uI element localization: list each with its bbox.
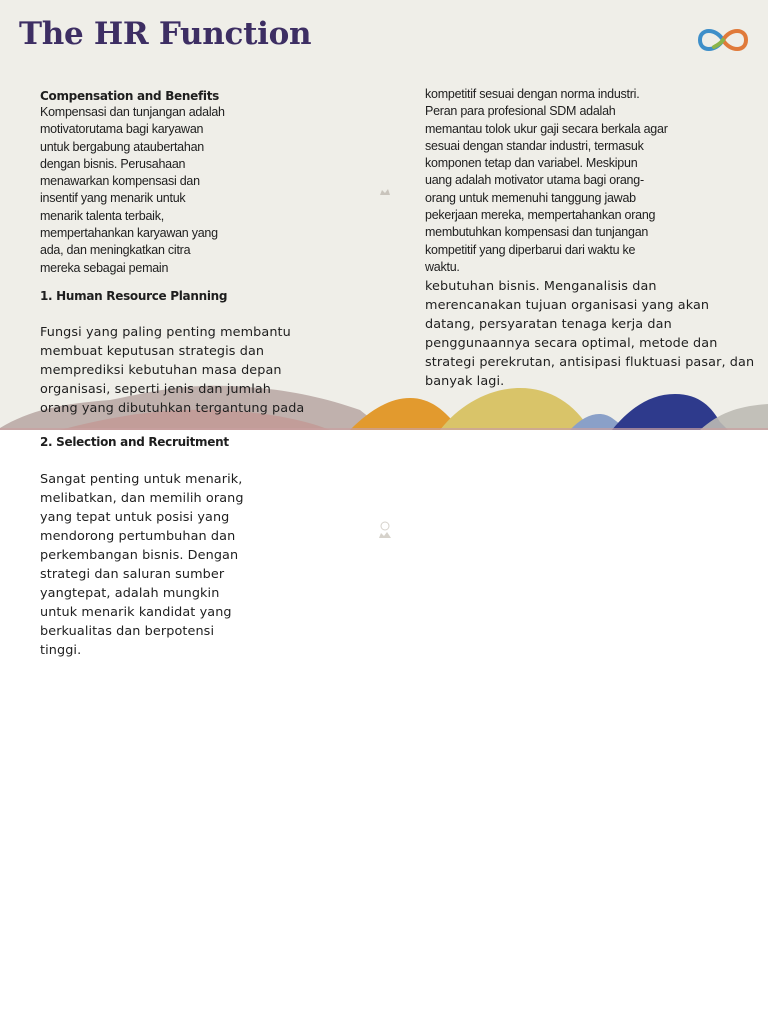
infinity-logo-icon	[692, 24, 754, 56]
text-line: mendorong pertumbuhan dan	[40, 529, 236, 544]
text-line: mempertahankan karyawan yang	[40, 226, 218, 241]
planning-paragraph-left	[40, 323, 304, 418]
text-line: orang untuk memenuhi tanggung jawab	[425, 190, 636, 205]
watermark-icon	[377, 520, 393, 542]
text-line: dengan bisnis. Perusahaan	[40, 156, 186, 171]
text-line: insentif yang menarik untuk	[40, 191, 186, 206]
text-line: Fungsi yang paling penting membantu	[40, 325, 291, 340]
text-line: untuk bergabung ataubertahan	[40, 139, 204, 154]
planning-paragraph-right	[425, 277, 754, 391]
compensation-heading: Compensation and Benefits	[40, 89, 219, 103]
text-line: motivatorutama bagi karyawan	[40, 122, 204, 137]
text-line: strategi perekrutan, antisipasi fluktuasi pasar, dan	[425, 355, 755, 370]
text-line: Sangat penting untuk menarik,	[40, 472, 243, 487]
text-line: untuk menarik kandidat yang	[40, 605, 232, 620]
text-line: memantau tolok ukur gaji secara berkala agar	[425, 121, 668, 136]
text-line: mereka sebagai pemain	[40, 260, 169, 275]
text-line: merencanakan tujuan organisasi yang akan	[425, 298, 710, 313]
planning-heading: 1. Human Resource Planning	[40, 289, 228, 303]
text-line: berkualitas dan berpotensi	[40, 624, 215, 639]
text-line: strategi dan saluran sumber	[40, 567, 225, 582]
text-line: penggunaannya secara optimal, metode dan	[425, 336, 718, 351]
text-line: datang, persyaratan tenaga kerja dan	[425, 317, 672, 332]
text-line: ada, dan meningkatkan citra	[40, 243, 191, 258]
text-line: menarik talenta terbaik,	[40, 208, 164, 223]
text-line: tinggi.	[40, 643, 82, 658]
text-line: yangtepat, adalah mungkin	[40, 586, 220, 601]
text-line: Kompensasi dan tunjangan adalah	[40, 105, 225, 119]
text-line: sesuai dengan standar industri, termasuk	[425, 138, 644, 153]
text-line: pekerjaan mereka, mempertahankan orang	[425, 208, 656, 223]
compensation-paragraph-right	[425, 86, 668, 276]
text-line: yang tepat untuk posisi yang	[40, 510, 230, 525]
text-line: melibatkan, dan memilih orang	[40, 491, 244, 506]
selection-heading: 2. Selection and Recruitment	[40, 435, 229, 449]
selection-paragraph	[40, 470, 244, 660]
text-line: kompetitif yang diperbarui dari waktu ke	[425, 242, 636, 257]
watermark-icon	[378, 186, 392, 198]
text-line: kompetitif sesuai dengan norma industri.	[425, 87, 640, 101]
text-line: banyak lagi.	[425, 374, 505, 389]
text-line: kebutuhan bisnis. Menganalisis dan	[425, 279, 657, 294]
text-line: perkembangan bisnis. Dengan	[40, 548, 239, 563]
slide-panel	[0, 0, 768, 430]
text-line: uang adalah motivator utama bagi orang-	[425, 173, 644, 188]
page-title: The HR Function	[19, 16, 312, 52]
text-line: waktu.	[425, 259, 460, 274]
compensation-paragraph-left	[40, 104, 225, 277]
text-line: Peran para profesional SDM adalah	[425, 104, 616, 119]
text-line: membutuhkan kompensasi dan tunjangan	[425, 225, 649, 240]
text-line: memprediksi kebutuhan masa depan	[40, 363, 282, 378]
text-line: membuat keputusan strategis dan	[40, 344, 265, 359]
text-line: komponen tetap dan variabel. Meskipun	[425, 156, 638, 171]
text-line: orang yang dibutuhkan tergantung pada	[40, 401, 305, 416]
text-line: organisasi, seperti jenis dan jumlah	[40, 382, 272, 397]
text-line: menawarkan kompensasi dan	[40, 174, 200, 189]
